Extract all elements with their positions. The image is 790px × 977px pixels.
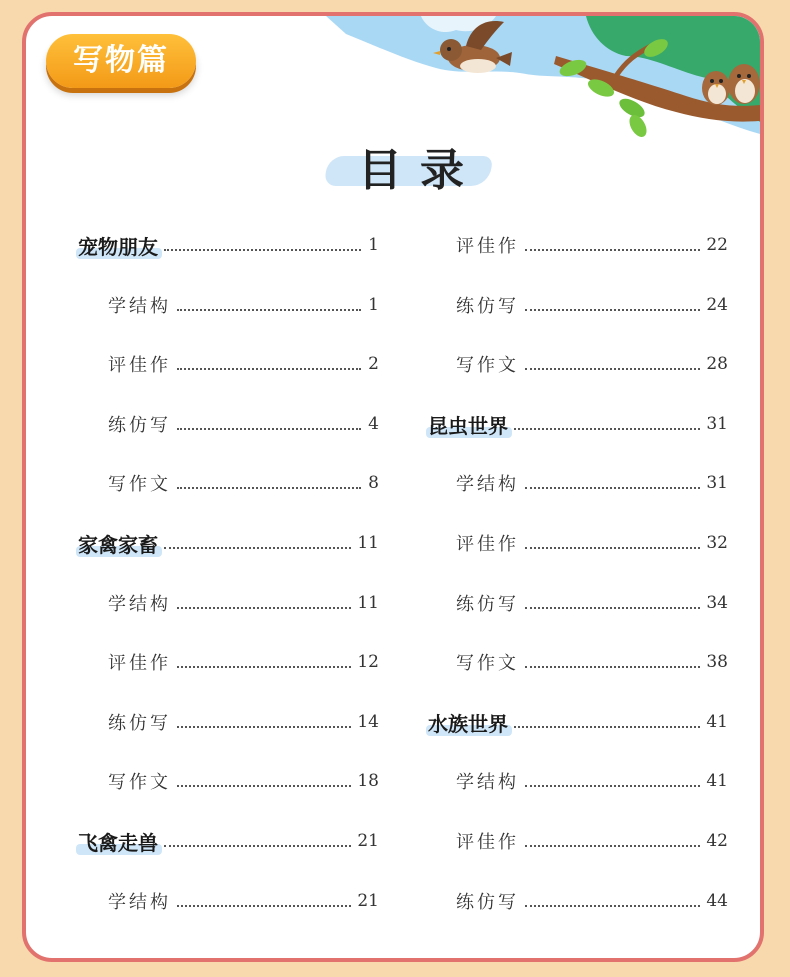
- toc-entry-row[interactable]: [108, 648, 379, 676]
- entry-label: 水族世界: [428, 711, 508, 736]
- entry-label: 学结构: [108, 892, 171, 913]
- page-number: 14: [357, 712, 379, 732]
- entry-title: [108, 411, 171, 437]
- page-number: 21: [357, 831, 379, 851]
- page-number: 4: [368, 414, 379, 434]
- toc-entry-row[interactable]: [456, 291, 728, 319]
- entry-title: [108, 292, 171, 318]
- page-number: 2: [368, 354, 379, 374]
- toc-entry-row[interactable]: [108, 350, 379, 378]
- entry-label: 评佳作: [456, 236, 519, 257]
- entry-label: 练仿写: [108, 415, 171, 436]
- entry-label: 评佳作: [456, 832, 519, 853]
- page-number: 32: [706, 533, 728, 553]
- dot-leader: [164, 844, 351, 847]
- dot-leader: [525, 784, 700, 787]
- entry-label: 昆虫世界: [428, 413, 508, 438]
- dot-leader: [177, 486, 361, 489]
- dot-leader: [177, 427, 361, 430]
- entry-title: [456, 232, 519, 258]
- section-title: [78, 529, 158, 558]
- entry-title: [456, 292, 519, 318]
- entry-title: [456, 351, 519, 377]
- entry-label: 练仿写: [456, 594, 519, 615]
- page-number: 28: [706, 354, 728, 374]
- page-number: 44: [706, 891, 728, 911]
- entry-label: 学结构: [108, 594, 171, 615]
- entry-label: 学结构: [456, 772, 519, 793]
- dot-leader: [177, 606, 351, 609]
- toc-entry-row[interactable]: [456, 648, 728, 676]
- toc-entry-row[interactable]: [108, 589, 379, 617]
- entry-label: 评佳作: [108, 355, 171, 376]
- toc-section-row[interactable]: [78, 827, 379, 855]
- page-number: 42: [706, 831, 728, 851]
- entry-label: 评佳作: [456, 534, 519, 555]
- dot-leader: [177, 665, 351, 668]
- toc-entry-row[interactable]: [456, 469, 728, 497]
- page-number: 8: [368, 473, 379, 493]
- toc-entry-row[interactable]: [456, 827, 728, 855]
- toc-entry-row[interactable]: [456, 887, 728, 915]
- dot-leader: [514, 427, 700, 430]
- page-number: 21: [357, 891, 379, 911]
- toc-entry-row[interactable]: [108, 767, 379, 795]
- dot-leader: [525, 904, 700, 907]
- page-number: 24: [706, 295, 728, 315]
- section-title: [78, 827, 158, 856]
- dot-leader: [177, 308, 361, 311]
- section-title: [428, 410, 508, 439]
- entry-label: 练仿写: [456, 296, 519, 317]
- page-number: 31: [706, 414, 728, 434]
- toc-entry-row[interactable]: [456, 231, 728, 259]
- page-number: 41: [706, 771, 728, 791]
- entry-label: 学结构: [456, 474, 519, 495]
- toc-section-row[interactable]: [78, 231, 379, 259]
- entry-title: [108, 709, 171, 735]
- entry-title: [456, 888, 519, 914]
- dot-leader: [525, 844, 700, 847]
- entry-label: 练仿写: [108, 713, 171, 734]
- page-number: 22: [706, 235, 728, 255]
- toc-entry-row[interactable]: [108, 291, 379, 319]
- entry-title: [108, 470, 171, 496]
- dot-leader: [164, 248, 361, 251]
- page-number: 38: [706, 652, 728, 672]
- toc-section-row[interactable]: [428, 410, 728, 438]
- toc-entry-row[interactable]: [456, 767, 728, 795]
- dot-leader: [525, 606, 700, 609]
- entry-label: 学结构: [108, 296, 171, 317]
- page-number: 11: [357, 593, 379, 613]
- dot-leader: [514, 725, 700, 728]
- section-title: [428, 708, 508, 737]
- section-title: [78, 231, 158, 260]
- page-number: 41: [706, 712, 728, 732]
- page-title: 目录: [358, 145, 482, 196]
- entry-label: 写作文: [108, 474, 171, 495]
- entry-title: [456, 530, 519, 556]
- entry-title: [108, 888, 171, 914]
- entry-label: 飞禽走兽: [78, 830, 158, 855]
- entry-title: [456, 768, 519, 794]
- dot-leader: [525, 367, 700, 370]
- page-number: 11: [357, 533, 379, 553]
- dot-leader: [525, 308, 700, 311]
- category-badge: 写物篇: [46, 34, 196, 88]
- entry-title: [108, 768, 171, 794]
- dot-leader: [525, 248, 700, 251]
- page-number: 12: [357, 652, 379, 672]
- dot-leader: [525, 546, 700, 549]
- toc-entry-row[interactable]: [108, 887, 379, 915]
- entry-label: 写作文: [456, 653, 519, 674]
- dot-leader: [177, 904, 351, 907]
- toc-title-block: [326, 134, 496, 194]
- dot-leader: [177, 725, 351, 728]
- entry-label: 练仿写: [456, 892, 519, 913]
- toc-entry-row[interactable]: [108, 410, 379, 438]
- dot-leader: [177, 784, 351, 787]
- page-number: 18: [357, 771, 379, 791]
- dot-leader: [177, 367, 361, 370]
- toc-card: [22, 12, 764, 962]
- toc-section-row[interactable]: [428, 708, 728, 736]
- entry-title: [456, 828, 519, 854]
- entry-title: [456, 470, 519, 496]
- dot-leader: [525, 486, 700, 489]
- entry-label: 宠物朋友: [78, 234, 158, 259]
- toc-entry-row[interactable]: [456, 529, 728, 557]
- page-number: 34: [706, 593, 728, 613]
- toc-entry-row[interactable]: [456, 350, 728, 378]
- entry-label: 家禽家畜: [78, 532, 158, 557]
- entry-title: [108, 649, 171, 675]
- dot-leader: [525, 665, 700, 668]
- toc-section-row[interactable]: [78, 529, 379, 557]
- dot-leader: [164, 546, 351, 549]
- page-number: 1: [368, 235, 379, 255]
- entry-label: 写作文: [108, 772, 171, 793]
- entry-title: [456, 590, 519, 616]
- entry-label: 写作文: [456, 355, 519, 376]
- entry-title: [456, 649, 519, 675]
- toc-entry-row[interactable]: [456, 589, 728, 617]
- page-number: 31: [706, 473, 728, 493]
- page-number: 1: [368, 295, 379, 315]
- entry-title: [108, 590, 171, 616]
- toc-entry-row[interactable]: [108, 708, 379, 736]
- entry-title: [108, 351, 171, 377]
- entry-label: 评佳作: [108, 653, 171, 674]
- toc-entry-row[interactable]: [108, 469, 379, 497]
